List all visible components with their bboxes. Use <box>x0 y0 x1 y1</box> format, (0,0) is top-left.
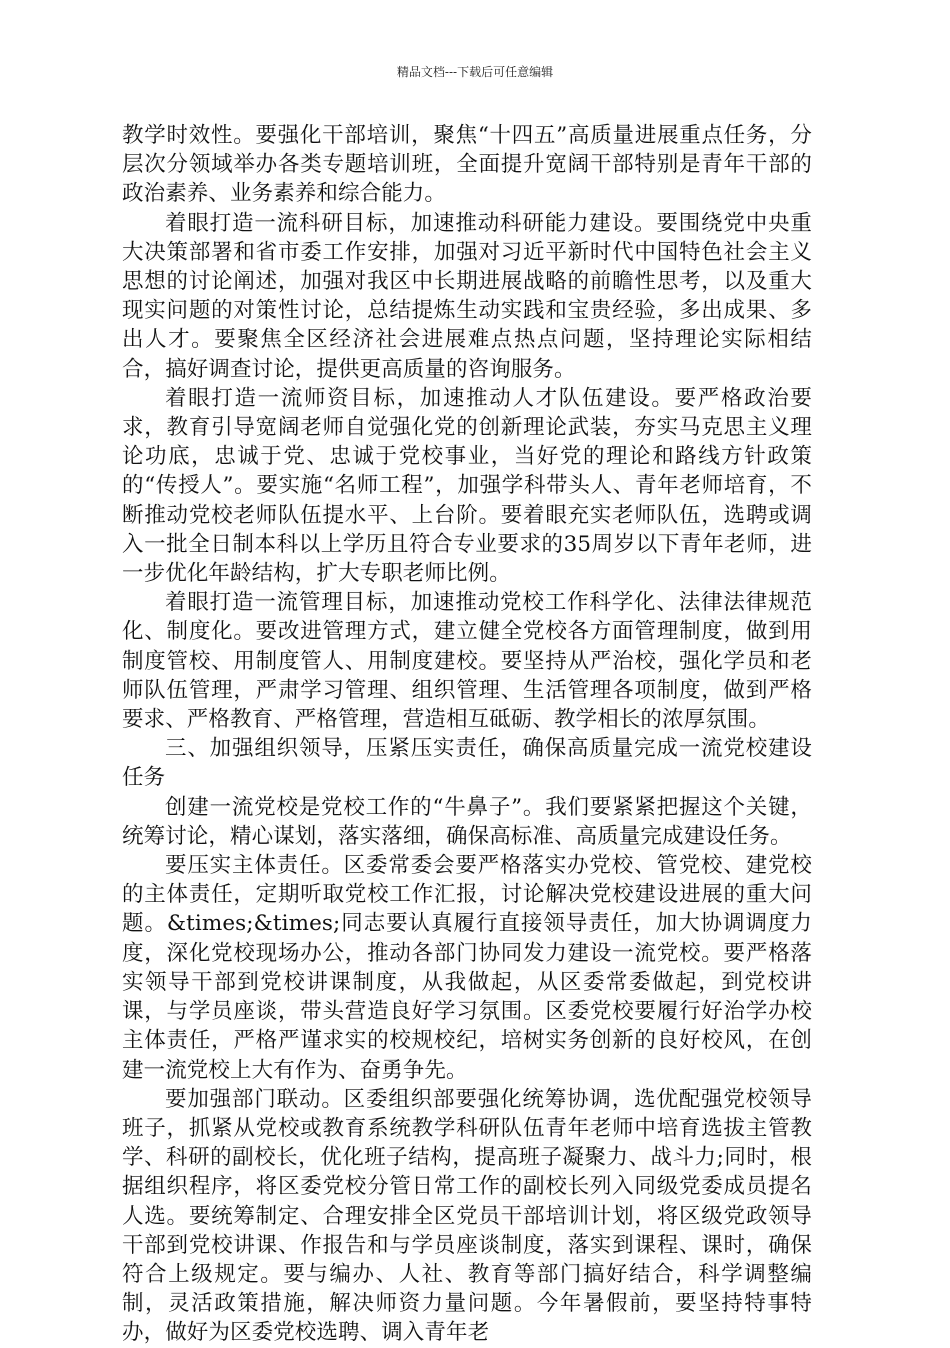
section-heading-organization: 三、加强组织领导，压紧压实责任，确保高质量完成一流党校建设任务 <box>122 736 812 791</box>
paragraph-training: 教学时效性。要强化干部培训，聚焦“十四五”高质量进展重点任务，分层次分领域举办各类专题培训班，全面提升宽阔干部特别是青年干部的政治素养、业务素养和综合能力。 <box>122 123 812 207</box>
paragraph-research: 着眼打造一流科研目标，加速推动科研能力建设。要围绕党中央重大决策部署和省市委工作安排，加强对习近平新时代中国特色社会主义思想的讨论阐述，加强对我区中长期进展战略的前瞻性思考，以及重大现实问题的对策性讨论，总结提炼生动实践和宝贵经验，多出成果、多出人才。要聚焦全区经济社会进展难点热点问题，坚持理论实际相结合，搞好调查讨论，提供更高质量的咨询服务。 <box>122 210 812 382</box>
page-header: 精品文档---下载后可任意编辑 <box>396 65 554 79</box>
paragraph-faculty: 着眼打造一流师资目标，加速推动人才队伍建设。要严格政治要求，教育引导宽阔老师自觉强化党的创新理论武装，夯实马克思主义理论功底，忠诚于党、忠诚于党校事业，当好党的理论和路线方针政策的“传授人”。要实施“名师工程”，加强学科带头人、青年老师培育，不断推动党校老师队伍提水平、上台阶。要着眼充实老师队伍，选聘或调入一批全日制本科以上学历且符合专业要求的35周岁以下青年老师，进一步优化年龄结构，扩大专职老师比例。 <box>122 385 812 587</box>
document-body <box>122 121 812 1348</box>
paragraph-key-task: 创建一流党校是党校工作的“牛鼻子”。我们要紧紧把握这个关键，统筹讨论，精心谋划，落实落细，确保高标准、高质量完成建设任务。 <box>122 794 812 849</box>
paragraph-management: 着眼打造一流管理目标，加速推动党校工作科学化、法律法律规范化、制度化。要改进管理方式，建立健全党校各方面管理制度，做到用制度管校、用制度管人、用制度建校。要坚持从严治校，强化学员和老师队伍管理，严肃学习管理、组织管理、生活管理各项制度，做到严格要求、严格教育、严格管理，营造相互砥砺、教学相长的浓厚氛围。 <box>122 590 812 733</box>
paragraph-coordination: 要加强部门联动。区委组织部要强化统筹协调，选优配强党校领导班子，抓紧从党校或教育系统教学科研队伍青年老师中培育选拔主管教学、科研的副校长，优化班子结构，提高班子凝聚力、战斗力;同时，根据组织程序，将区委党校分管日常工作的副校长列入同级党委成员提名人选。要统筹制定、合理安排全区党员干部培训计划，将区级党政领导干部到党校讲课、作报告和与学员座谈制度，落实到课程、课时，确保符合上级规定。要与编办、人社、教育等部门搞好结合，科学调整编制，灵活政策措施，解决师资力量问题。今年暑假前，要坚持特事特办，做好为区委党校选聘、调入青年老 <box>122 1086 812 1346</box>
paragraph-responsibility: 要压实主体责任。区委常委会要严格落实办党校、管党校、建党校的主体责任，定期听取党校工作汇报，讨论解决党校建设进展的重大问题。&times;&times;同志要认真履行直接领导责任，加大协调调度力度，深化党校现场办公，推动各部门协同发力建设一流党校。要严格落实领导干部到党校讲课制度，从我做起，从区委常委做起，到党校讲课，与学员座谈，带头营造良好学习氛围。区委党校要履行好治学办校主体责任，严格严谨求实的校规校纪，培树实务创新的良好校风，在创建一流党校上大有作为、奋勇争先。 <box>122 853 812 1083</box>
